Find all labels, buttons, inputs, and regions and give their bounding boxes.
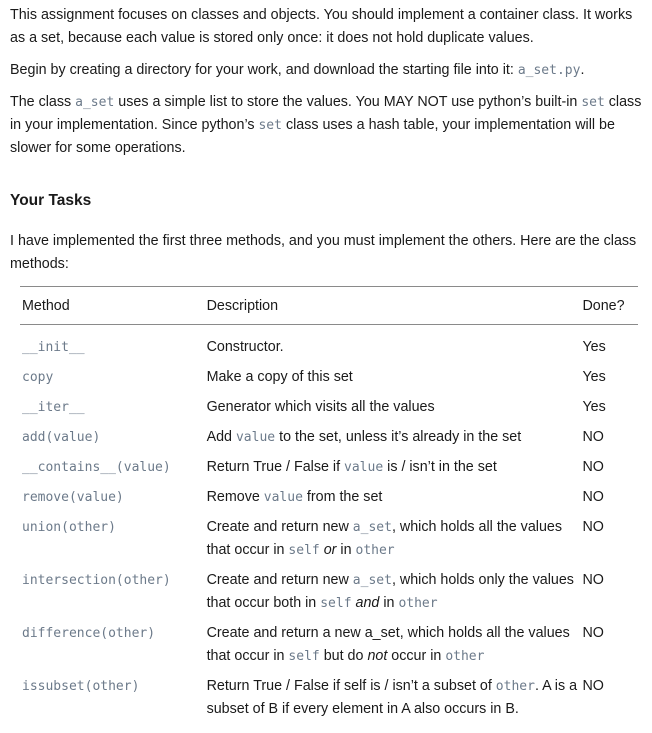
class-name-code: a_set bbox=[75, 95, 115, 110]
table-spacer bbox=[20, 325, 638, 333]
description-cell bbox=[205, 671, 583, 724]
description-code: a_set bbox=[352, 520, 392, 535]
header-description: Description bbox=[205, 287, 583, 325]
description-text: to the set, unless it’s already in the set bbox=[275, 429, 522, 445]
method-signature: add(value) bbox=[22, 430, 101, 445]
method-signature: intersection(other) bbox=[22, 573, 171, 588]
method-cell bbox=[20, 392, 205, 422]
description-text: . A is a subset of B if every element in A also occurs in B. bbox=[206, 678, 578, 717]
header-done: Done? bbox=[582, 287, 638, 325]
description-text: but do bbox=[319, 648, 368, 664]
header-method: Method bbox=[20, 287, 205, 325]
description-text: or bbox=[319, 542, 337, 558]
done-status: NO bbox=[582, 519, 604, 535]
description-text: Add bbox=[206, 429, 236, 445]
description-text: from the set bbox=[302, 489, 383, 505]
description-text: in bbox=[379, 595, 399, 611]
table-row bbox=[20, 618, 638, 671]
done-status: NO bbox=[582, 459, 604, 475]
method-signature: __iter__ bbox=[22, 400, 85, 415]
table-row bbox=[20, 512, 638, 565]
description-cell bbox=[205, 512, 583, 565]
intro-paragraph-3: The class a_set uses a simple list to store the values. You MAY NOT use python’s built-in set class in your implementation. Since python’s set class uses a hash table, your implementation will be slower for some operations. bbox=[10, 94, 642, 156]
done-status: Yes bbox=[582, 339, 606, 355]
description-text: and bbox=[351, 595, 380, 611]
description-text: Return True / False if self is / isn’t a subset of bbox=[206, 678, 496, 694]
method-signature: remove(value) bbox=[22, 490, 124, 505]
description-text: in bbox=[336, 542, 356, 558]
methods-table-body bbox=[20, 325, 638, 725]
description-text: Create and return a new a_set, which holds all the values that occur in bbox=[206, 625, 570, 664]
description-text: Remove bbox=[206, 489, 264, 505]
description-text: Create and return new bbox=[206, 519, 353, 535]
table-row bbox=[20, 671, 638, 724]
tasks-intro: I have implemented the first three methods, and you must implement the others. Here are the class methods: bbox=[10, 233, 637, 272]
description-code: value bbox=[263, 490, 303, 505]
done-status: Yes bbox=[582, 399, 606, 415]
description-code: value bbox=[235, 430, 276, 445]
method-signature: copy bbox=[22, 370, 54, 385]
description-text: occur in bbox=[387, 648, 446, 664]
description-code: a_set bbox=[352, 573, 392, 588]
table-header-row bbox=[20, 287, 638, 325]
description-cell bbox=[205, 452, 583, 482]
description-cell bbox=[205, 565, 583, 618]
table-row bbox=[20, 482, 638, 512]
description-text: Generator which visits all the values bbox=[206, 399, 435, 415]
description-text: , which holds only the values that occur both in bbox=[206, 572, 574, 611]
method-cell bbox=[20, 422, 205, 452]
method-cell bbox=[20, 362, 205, 392]
description-text: , which holds all the values that occur in bbox=[206, 519, 563, 558]
table-row bbox=[20, 452, 638, 482]
method-signature: union(other) bbox=[22, 520, 116, 535]
done-status: NO bbox=[582, 625, 604, 641]
method-signature: difference(other) bbox=[22, 626, 156, 641]
builtin-set-code: set bbox=[258, 118, 282, 133]
method-signature: issubset(other) bbox=[22, 679, 140, 694]
table-row bbox=[20, 422, 638, 452]
done-status: NO bbox=[582, 572, 604, 588]
description-cell bbox=[205, 482, 583, 512]
table-row bbox=[20, 362, 638, 392]
intro-paragraph-1: This assignment focuses on classes and objects. You should implement a container class. It works as a set, because each value is stored only once: it does not hold duplicate values. bbox=[10, 7, 633, 46]
description-code: other bbox=[445, 649, 485, 664]
method-cell bbox=[20, 482, 205, 512]
description-text: is / isn’t in the set bbox=[383, 459, 497, 475]
table-row bbox=[20, 332, 638, 362]
method-cell bbox=[20, 671, 205, 724]
table-row bbox=[20, 565, 638, 618]
description-text: not bbox=[367, 648, 388, 664]
description-code: self bbox=[288, 649, 320, 664]
description-text: Make a copy of this set bbox=[206, 369, 353, 385]
description-text: Return True / False if bbox=[206, 459, 345, 475]
method-cell bbox=[20, 332, 205, 362]
method-cell bbox=[20, 452, 205, 482]
description-code: other bbox=[355, 543, 395, 558]
description-text: Create and return new bbox=[206, 572, 353, 588]
description-cell bbox=[205, 618, 583, 671]
table-row bbox=[20, 392, 638, 422]
description-code: other bbox=[398, 596, 438, 611]
description-code: other bbox=[495, 679, 535, 694]
description-code: value bbox=[344, 460, 384, 475]
method-cell bbox=[20, 565, 205, 618]
starting-file-name: a_set.py bbox=[517, 63, 581, 78]
description-cell bbox=[205, 422, 583, 452]
description-code: self bbox=[288, 543, 320, 558]
methods-table bbox=[20, 286, 638, 724]
intro-paragraph-2: Begin by creating a directory for your work, and download the starting file into it: a_set.py. bbox=[10, 62, 585, 78]
done-status: NO bbox=[582, 678, 604, 694]
done-status: NO bbox=[582, 429, 604, 445]
description-text: Constructor. bbox=[206, 339, 284, 355]
builtin-set-code: set bbox=[581, 95, 605, 110]
done-status: NO bbox=[582, 489, 604, 505]
description-cell bbox=[205, 332, 583, 362]
method-cell bbox=[20, 512, 205, 565]
description-cell bbox=[205, 392, 583, 422]
tasks-heading: Your Tasks bbox=[10, 192, 92, 209]
method-cell bbox=[20, 618, 205, 671]
done-status: Yes bbox=[582, 369, 606, 385]
description-code: self bbox=[320, 596, 352, 611]
description-cell bbox=[205, 362, 583, 392]
method-signature: __contains__(value) bbox=[22, 460, 171, 475]
method-signature: __init__ bbox=[22, 340, 85, 355]
